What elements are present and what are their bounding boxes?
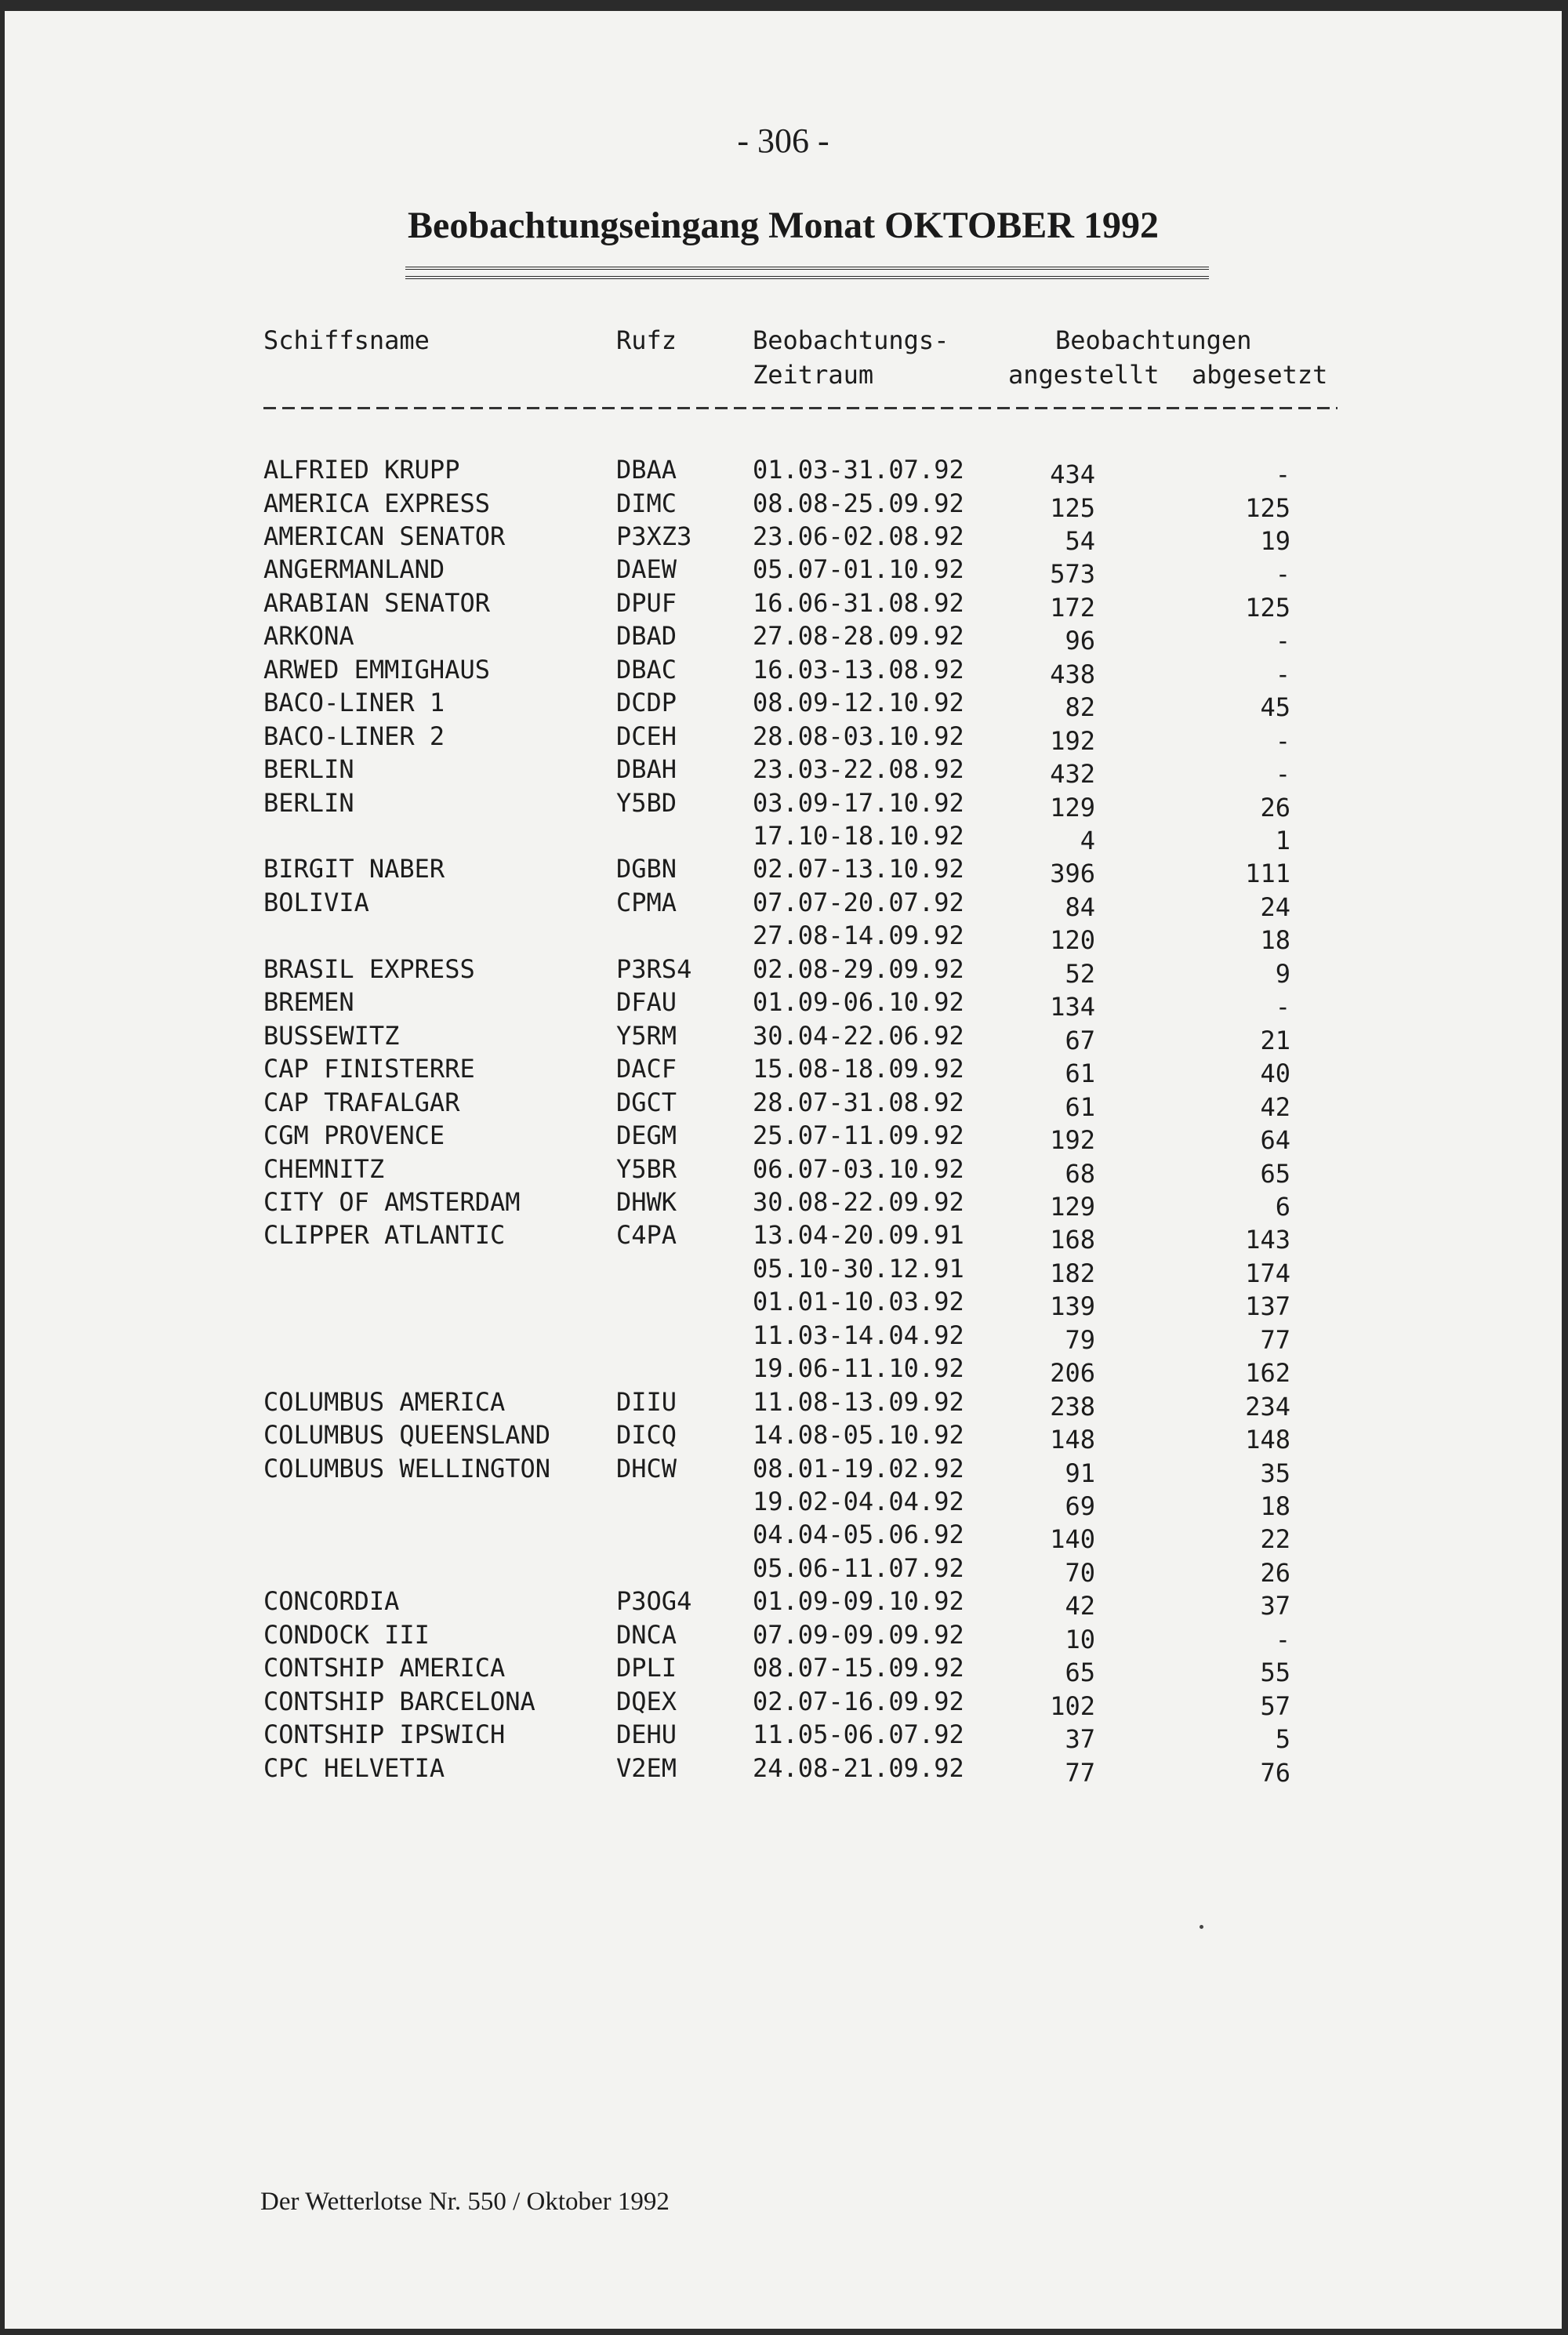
table-row xyxy=(5,1619,1562,1655)
ship-name: BREMEN xyxy=(263,987,354,1018)
table-row xyxy=(5,1522,1562,1555)
observations-sent: 137 xyxy=(1245,1291,1290,1322)
table-row xyxy=(5,1186,1562,1222)
ship-name: CAP TRAFALGAR xyxy=(263,1087,460,1117)
observations-made: 206 xyxy=(1050,1358,1095,1389)
observations-made: 37 xyxy=(1065,1724,1095,1755)
observations-sent: - xyxy=(1275,992,1290,1022)
observations-sent: 22 xyxy=(1260,1524,1290,1555)
table-row xyxy=(5,1020,1562,1056)
observations-sent: 76 xyxy=(1260,1757,1290,1788)
table-row xyxy=(5,856,1562,889)
call-sign: DGCT xyxy=(616,1087,677,1117)
print-speck xyxy=(1200,1925,1203,1929)
call-sign: C4PA xyxy=(616,1220,677,1251)
call-sign: DFAU xyxy=(616,987,677,1018)
observations-sent: 19 xyxy=(1260,525,1290,556)
observation-period: 11.08-13.09.92 xyxy=(753,1386,964,1417)
observations-sent: 42 xyxy=(1260,1091,1290,1122)
observations-sent: 18 xyxy=(1260,925,1290,956)
table-row xyxy=(5,1552,1562,1589)
call-sign: DQEX xyxy=(616,1686,677,1716)
observations-sent: 21 xyxy=(1260,1025,1290,1055)
call-sign: DBAD xyxy=(616,621,677,652)
call-sign: DHCW xyxy=(616,1453,677,1483)
observations-made: 120 xyxy=(1050,925,1095,956)
table-row xyxy=(5,987,1562,1022)
observation-period: 01.09-06.10.92 xyxy=(753,987,964,1018)
table-row xyxy=(5,1056,1562,1089)
observations-sent: 5 xyxy=(1275,1724,1290,1755)
title-underline xyxy=(405,267,1209,279)
observations-made: 432 xyxy=(1050,759,1095,789)
observation-period: 02.07-16.09.92 xyxy=(753,1686,964,1716)
observations-sent: - xyxy=(1275,559,1290,590)
header-beobachtungen: Beobachtungen xyxy=(1055,325,1252,355)
ship-name: CONDOCK III xyxy=(263,1619,430,1650)
table-row xyxy=(5,1120,1562,1156)
observation-period: 19.02-04.04.92 xyxy=(753,1487,964,1516)
observations-sent: 26 xyxy=(1260,792,1290,823)
call-sign: CPMA xyxy=(616,887,677,917)
ship-name: BACO-LINER 2 xyxy=(263,721,445,751)
observation-period: 05.10-30.12.91 xyxy=(753,1253,964,1284)
table-row xyxy=(5,521,1562,557)
observation-period: 16.06-31.08.92 xyxy=(753,587,964,618)
observation-period: 27.08-14.09.92 xyxy=(753,921,964,951)
call-sign: DPLI xyxy=(616,1653,677,1683)
observations-made: 65 xyxy=(1065,1658,1095,1688)
observations-sent: 9 xyxy=(1275,958,1290,989)
table-row xyxy=(5,1289,1562,1322)
ship-name: BUSSEWITZ xyxy=(263,1020,400,1051)
table-row xyxy=(5,754,1562,790)
document-page xyxy=(5,11,1562,2329)
ship-name: COLUMBUS AMERICA xyxy=(263,1386,506,1417)
ship-name: CLIPPER ATLANTIC xyxy=(263,1220,506,1251)
observations-made: 168 xyxy=(1050,1225,1095,1255)
observation-period: 08.08-25.09.92 xyxy=(753,488,964,518)
observation-period: 02.07-13.10.92 xyxy=(753,854,964,884)
ship-name: COLUMBUS QUEENSLAND xyxy=(263,1420,551,1451)
ship-name: ARKONA xyxy=(263,621,354,652)
observation-period: 01.09-09.10.92 xyxy=(753,1586,964,1617)
observations-sent: - xyxy=(1275,725,1290,756)
ship-name: CITY OF AMSTERDAM xyxy=(263,1186,521,1217)
observations-made: 125 xyxy=(1050,492,1095,523)
observations-sent: 111 xyxy=(1245,859,1290,889)
observation-period: 06.07-03.10.92 xyxy=(753,1153,964,1184)
call-sign: DIIU xyxy=(616,1386,677,1417)
table-row xyxy=(5,1586,1562,1621)
call-sign: DBAA xyxy=(616,455,677,485)
observation-period: 04.04-05.06.92 xyxy=(753,1520,964,1550)
table-row xyxy=(5,457,1562,490)
header-abgesetzt: abgesetzt xyxy=(1192,360,1328,390)
header-zeitraum-line1: Beobachtungs- xyxy=(753,325,949,355)
call-sign: P3OG4 xyxy=(616,1586,692,1617)
observations-made: 139 xyxy=(1050,1291,1095,1322)
call-sign: P3RS4 xyxy=(616,953,692,984)
observations-made: 84 xyxy=(1065,892,1095,922)
observations-made: 129 xyxy=(1050,1191,1095,1222)
call-sign: DBAH xyxy=(616,754,677,784)
observations-sent: 6 xyxy=(1275,1191,1290,1222)
observation-period: 25.07-11.09.92 xyxy=(753,1120,964,1150)
table-row xyxy=(5,654,1562,690)
observations-made: 79 xyxy=(1065,1324,1095,1355)
ship-name: BERLIN xyxy=(263,754,354,784)
observations-made: 67 xyxy=(1065,1025,1095,1055)
observation-period: 30.04-22.06.92 xyxy=(753,1020,964,1051)
table-row xyxy=(5,1253,1562,1289)
observation-period: 28.08-03.10.92 xyxy=(753,721,964,751)
ship-name: AMERICAN SENATOR xyxy=(263,521,506,551)
observations-sent: 1 xyxy=(1275,826,1290,855)
observations-sent: - xyxy=(1275,626,1290,656)
observations-sent: 65 xyxy=(1260,1158,1290,1189)
table-row xyxy=(5,721,1562,757)
observations-made: 52 xyxy=(1065,958,1095,989)
table-row xyxy=(5,1752,1562,1788)
observation-period: 16.03-13.08.92 xyxy=(753,654,964,685)
observations-made: 61 xyxy=(1065,1091,1095,1122)
table-row xyxy=(5,823,1562,856)
table-row xyxy=(5,953,1562,990)
call-sign: DCEH xyxy=(616,721,677,751)
table-row xyxy=(5,787,1562,823)
ship-name: CONTSHIP BARCELONA xyxy=(263,1686,535,1716)
observation-period: 07.07-20.07.92 xyxy=(753,887,964,917)
ship-name: CHEMNITZ xyxy=(263,1153,385,1184)
call-sign: DAEW xyxy=(616,554,677,585)
call-sign: V2EM xyxy=(616,1752,677,1783)
header-zeitraum-line2: Zeitraum xyxy=(753,360,874,390)
observation-period: 24.08-21.09.92 xyxy=(753,1752,964,1783)
call-sign: DICQ xyxy=(616,1420,677,1451)
table-row xyxy=(5,1655,1562,1688)
observations-made: 54 xyxy=(1065,525,1095,556)
observations-sent: - xyxy=(1275,1624,1290,1654)
observation-period: 30.08-22.09.92 xyxy=(753,1186,964,1217)
observations-made: 42 xyxy=(1065,1591,1095,1621)
observations-made: 68 xyxy=(1065,1158,1095,1189)
observations-made: 192 xyxy=(1050,725,1095,756)
observations-sent: 18 xyxy=(1260,1491,1290,1521)
observations-sent: 45 xyxy=(1260,692,1290,723)
ship-name: BRASIL EXPRESS xyxy=(263,953,475,984)
observations-sent: 37 xyxy=(1260,1591,1290,1621)
table-row xyxy=(5,887,1562,923)
table-row xyxy=(5,923,1562,956)
table-row xyxy=(5,1386,1562,1422)
observations-sent: - xyxy=(1275,459,1290,489)
ship-name: ALFRIED KRUPP xyxy=(263,455,460,485)
observations-made: 4 xyxy=(1080,826,1095,855)
observations-made: 172 xyxy=(1050,592,1095,623)
ship-name: BERLIN xyxy=(263,787,354,818)
ship-name: CAP FINISTERRE xyxy=(263,1054,475,1084)
observations-made: 91 xyxy=(1065,1458,1095,1488)
observation-period: 23.03-22.08.92 xyxy=(753,754,964,784)
observations-sent: 26 xyxy=(1260,1557,1290,1588)
observations-made: 148 xyxy=(1050,1425,1095,1455)
observations-sent: 162 xyxy=(1245,1358,1290,1389)
table-row xyxy=(5,1489,1562,1522)
observations-sent: - xyxy=(1275,659,1290,689)
observation-period: 05.06-11.07.92 xyxy=(753,1552,964,1583)
observation-period: 05.07-01.10.92 xyxy=(753,554,964,585)
observations-sent: 125 xyxy=(1245,592,1290,623)
observations-sent: 174 xyxy=(1245,1258,1290,1288)
call-sign: DHWK xyxy=(616,1186,677,1217)
call-sign: DEHU xyxy=(616,1719,677,1750)
observation-period: 28.07-31.08.92 xyxy=(753,1087,964,1117)
table-row xyxy=(5,587,1562,623)
header-separator xyxy=(263,407,1338,409)
observations-made: 77 xyxy=(1065,1757,1095,1788)
ship-name: CGM PROVENCE xyxy=(263,1120,445,1150)
observation-period: 19.06-11.10.92 xyxy=(753,1353,964,1384)
observations-sent: 77 xyxy=(1260,1324,1290,1355)
table-row xyxy=(5,1686,1562,1722)
observation-period: 02.08-29.09.92 xyxy=(753,953,964,984)
observation-period: 08.01-19.02.92 xyxy=(753,1453,964,1483)
table-row xyxy=(5,1453,1562,1489)
observation-period: 11.03-14.04.92 xyxy=(753,1320,964,1350)
observations-sent: 125 xyxy=(1245,492,1290,523)
observation-period: 14.08-05.10.92 xyxy=(753,1420,964,1451)
observations-made: 82 xyxy=(1065,692,1095,723)
header-angestellt: angestellt xyxy=(1008,360,1160,390)
table-row xyxy=(5,690,1562,723)
ship-name: CONTSHIP IPSWICH xyxy=(263,1719,506,1750)
observations-sent: 40 xyxy=(1260,1059,1290,1089)
table-row xyxy=(5,623,1562,656)
observations-sent: 35 xyxy=(1260,1458,1290,1488)
observations-sent: - xyxy=(1275,759,1290,789)
observation-period: 11.05-06.07.92 xyxy=(753,1719,964,1750)
table-row xyxy=(5,1320,1562,1356)
ship-name: BACO-LINER 1 xyxy=(263,688,445,718)
call-sign: DIMC xyxy=(616,488,677,518)
observations-sent: 64 xyxy=(1260,1125,1290,1155)
call-sign: DBAC xyxy=(616,654,677,685)
table-row xyxy=(5,1422,1562,1455)
observations-made: 10 xyxy=(1065,1624,1095,1654)
table-row xyxy=(5,488,1562,524)
ship-name: BIRGIT NABER xyxy=(263,854,445,884)
observations-made: 70 xyxy=(1065,1557,1095,1588)
call-sign: Y5RM xyxy=(616,1020,677,1051)
observations-made: 396 xyxy=(1050,859,1095,889)
observation-period: 01.01-10.03.92 xyxy=(753,1287,964,1317)
table-row xyxy=(5,1353,1562,1389)
table-row xyxy=(5,554,1562,590)
header-rufz: Rufz xyxy=(616,325,677,355)
table-row xyxy=(5,1222,1562,1255)
observations-made: 238 xyxy=(1050,1391,1095,1422)
observations-sent: 57 xyxy=(1260,1690,1290,1721)
page-title: Beobachtungseingang Monat OKTOBER 1992 xyxy=(408,205,1159,246)
observation-period: 03.09-17.10.92 xyxy=(753,787,964,818)
call-sign: DPUF xyxy=(616,587,677,618)
table-row xyxy=(5,1087,1562,1123)
observations-sent: 148 xyxy=(1245,1425,1290,1455)
observations-made: 129 xyxy=(1050,792,1095,823)
call-sign: DCDP xyxy=(616,688,677,718)
ship-name: CONTSHIP AMERICA xyxy=(263,1653,506,1683)
call-sign: DACF xyxy=(616,1054,677,1084)
observation-period: 27.08-28.09.92 xyxy=(753,621,964,652)
call-sign: DGBN xyxy=(616,854,677,884)
observations-made: 140 xyxy=(1050,1524,1095,1555)
call-sign: DEGM xyxy=(616,1120,677,1150)
ship-name: BOLIVIA xyxy=(263,887,369,917)
observations-made: 434 xyxy=(1050,459,1095,489)
call-sign: DNCA xyxy=(616,1619,677,1650)
observations-sent: 24 xyxy=(1260,892,1290,922)
observation-period: 08.07-15.09.92 xyxy=(753,1653,964,1683)
table-row xyxy=(5,1153,1562,1189)
observations-sent: 55 xyxy=(1260,1658,1290,1688)
observations-made: 192 xyxy=(1050,1125,1095,1155)
observation-period: 13.04-20.09.91 xyxy=(753,1220,964,1251)
observations-made: 438 xyxy=(1050,659,1095,689)
ship-name: CONCORDIA xyxy=(263,1586,400,1617)
ship-name: ARABIAN SENATOR xyxy=(263,587,490,618)
ship-name: ARWED EMMIGHAUS xyxy=(263,654,490,685)
observations-made: 182 xyxy=(1050,1258,1095,1288)
call-sign: Y5BD xyxy=(616,787,677,818)
page-footer: Der Wetterlotse Nr. 550 / Oktober 1992 xyxy=(260,2188,670,2216)
observations-made: 69 xyxy=(1065,1491,1095,1521)
page-number: - 306 - xyxy=(737,122,829,160)
observations-made: 61 xyxy=(1065,1059,1095,1089)
observations-made: 96 xyxy=(1065,626,1095,656)
ship-name: CPC HELVETIA xyxy=(263,1752,445,1783)
observation-period: 01.03-31.07.92 xyxy=(753,455,964,485)
observations-sent: 143 xyxy=(1245,1225,1290,1255)
ship-name: AMERICA EXPRESS xyxy=(263,488,490,518)
ship-name: COLUMBUS WELLINGTON xyxy=(263,1453,551,1483)
header-schiffsname: Schiffsname xyxy=(263,325,430,355)
observations-made: 134 xyxy=(1050,992,1095,1022)
observation-period: 07.09-09.09.92 xyxy=(753,1619,964,1650)
table-row xyxy=(5,1719,1562,1755)
observation-period: 08.09-12.10.92 xyxy=(753,688,964,718)
observations-sent: 234 xyxy=(1245,1391,1290,1422)
call-sign: P3XZ3 xyxy=(616,521,692,551)
observations-made: 102 xyxy=(1050,1690,1095,1721)
ship-name: ANGERMANLAND xyxy=(263,554,445,585)
call-sign: Y5BR xyxy=(616,1153,677,1184)
observation-period: 17.10-18.10.92 xyxy=(753,821,964,851)
observation-period: 23.06-02.08.92 xyxy=(753,521,964,551)
observations-made: 573 xyxy=(1050,559,1095,590)
observation-period: 15.08-18.09.92 xyxy=(753,1054,964,1084)
